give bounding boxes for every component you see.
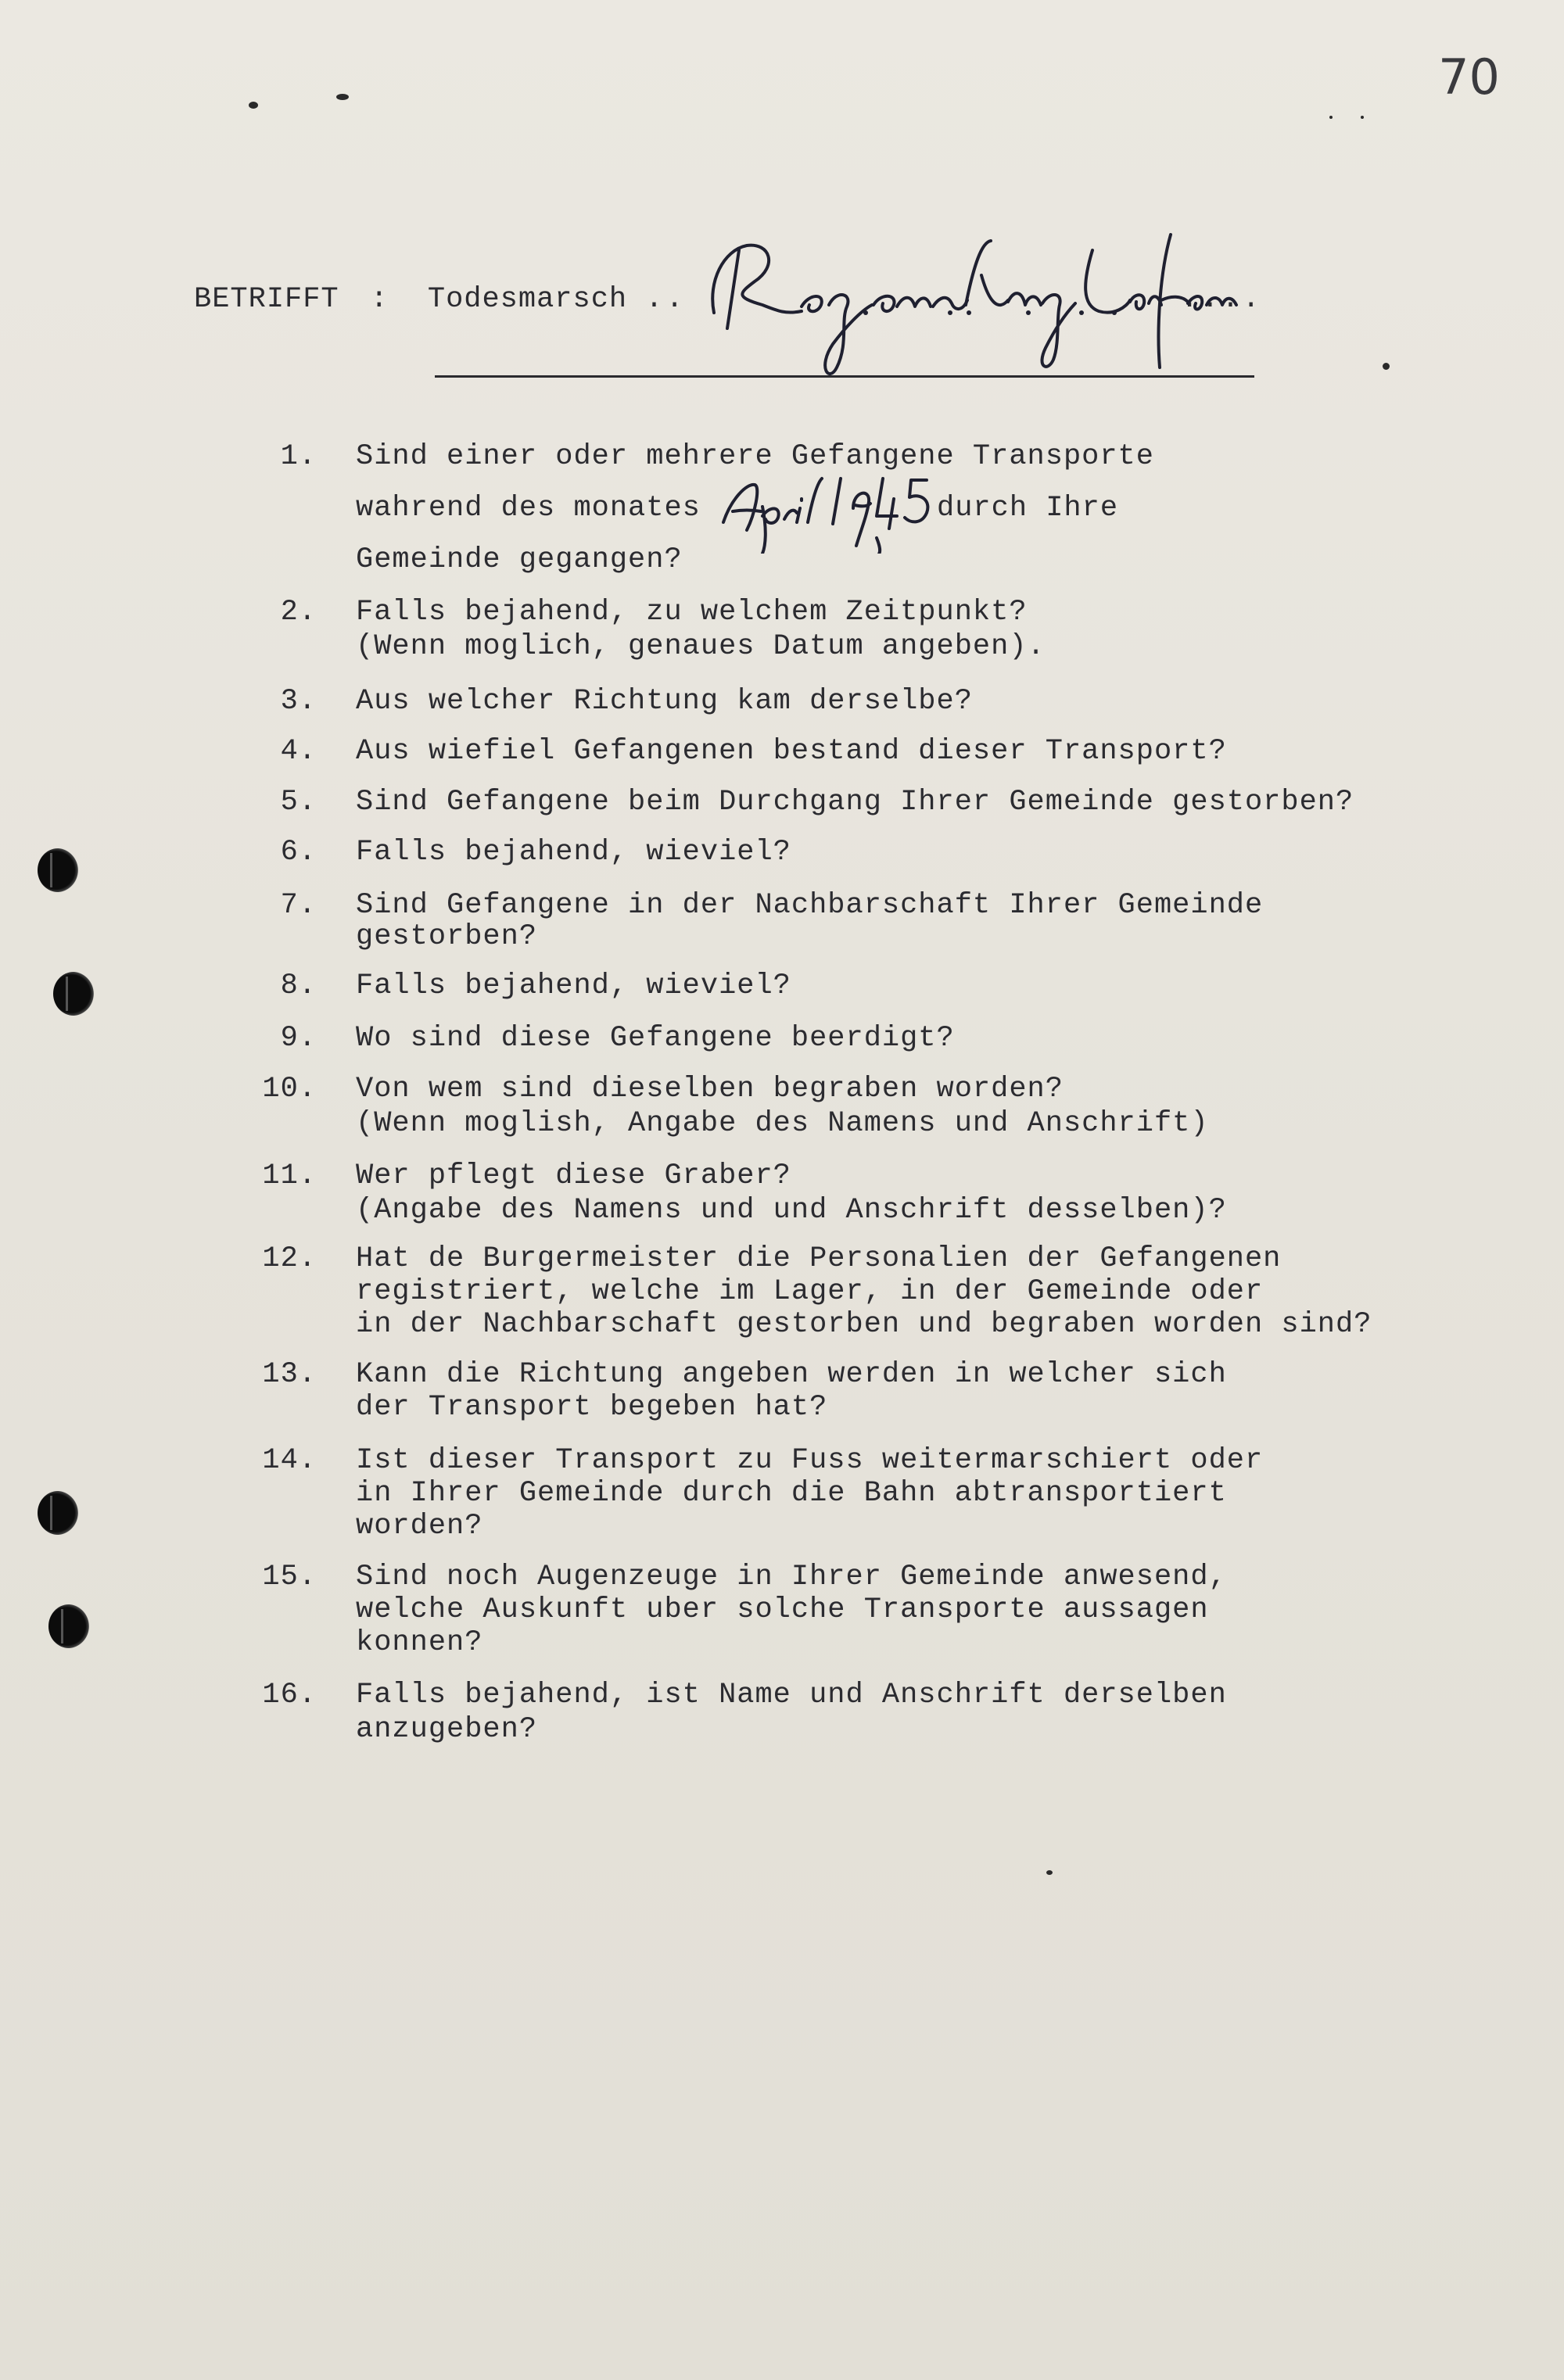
subject-prefix: Todesmarsch <box>427 283 628 316</box>
handwritten-month <box>716 468 942 554</box>
subject-underline <box>435 375 1254 378</box>
question-line: Falls bejahend, zu welchem Zeitpunkt? <box>356 596 1028 629</box>
question-number: 1. <box>280 440 317 473</box>
question-number: 16. <box>262 1679 317 1712</box>
subject-dots-before: .. <box>645 283 687 316</box>
question-line: Sind Gefangene beim Durchgang Ihrer Gemeinde gestorben? <box>356 786 1354 819</box>
question-line: (Wenn moglish, Angabe des Namens und Anschrift) <box>356 1107 1209 1140</box>
ink-speck <box>1046 1870 1053 1875</box>
subject-trailing-dots: .... <box>1181 283 1263 316</box>
question-number: 14. <box>262 1444 317 1477</box>
question-number: 3. <box>280 685 317 718</box>
ink-speck <box>1383 363 1390 370</box>
question-item <box>0 684 1564 719</box>
question-item <box>0 785 1564 819</box>
question-line: Von wem sind dieselben begraben worden? <box>356 1073 1064 1106</box>
question-item <box>0 595 1564 665</box>
question-line: Falls bejahend, wieviel? <box>356 836 791 869</box>
question-line: in der Nachbarschaft gestorben und begraben worden sind? <box>356 1308 1372 1341</box>
question-item <box>0 1242 1564 1343</box>
question-item <box>0 835 1564 869</box>
question-line: anzugeben? <box>356 1713 538 1746</box>
question-line: Hat de Burgermeister die Personalien der Gefangenen <box>356 1242 1282 1275</box>
question-line: konnen? <box>356 1626 483 1659</box>
question-number: 9. <box>280 1022 317 1055</box>
question-item <box>0 1678 1564 1748</box>
question-line: welche Auskunft uber solche Transporte aussagen <box>356 1593 1209 1626</box>
question-number: 15. <box>262 1561 317 1593</box>
question-line: durch Ihre <box>937 492 1119 525</box>
ink-speck <box>1361 116 1364 119</box>
question-number: 4. <box>280 735 317 768</box>
question-item <box>0 1560 1564 1661</box>
question-line: Gemeinde gegangen? <box>356 543 683 576</box>
question-line: registriert, welche im Lager, in der Gemeinde oder <box>356 1275 1264 1308</box>
question-number: 13. <box>262 1358 317 1391</box>
question-line: Falls bejahend, ist Name und Anschrift derselben <box>356 1679 1227 1712</box>
question-number: 12. <box>262 1242 317 1275</box>
question-line: Sind Gefangene in der Nachbarschaft Ihrer Gemeinde <box>356 889 1264 922</box>
question-line: (Angabe des Namens und und Anschrift desselben)? <box>356 1194 1227 1227</box>
question-line: Aus wiefiel Gefangenen bestand dieser Transport? <box>356 735 1227 768</box>
question-number: 2. <box>280 596 317 629</box>
question-number: 10. <box>262 1073 317 1106</box>
question-number: 8. <box>280 970 317 1002</box>
question-line: wahrend des monates <box>356 492 701 525</box>
question-line: gestorben? <box>356 920 538 953</box>
question-line: Sind noch Augenzeuge in Ihrer Gemeinde anwesend, <box>356 1561 1227 1593</box>
question-item <box>0 1443 1564 1545</box>
question-line: Wo sind diese Gefangene beerdigt? <box>356 1022 955 1055</box>
question-line: der Transport begeben hat? <box>356 1391 828 1424</box>
question-number: 11. <box>262 1160 317 1192</box>
question-item <box>0 1159 1564 1229</box>
ink-speck <box>336 94 349 100</box>
question-line: worden? <box>356 1510 483 1543</box>
question-line: Aus welcher Richtung kam derselbe? <box>356 685 973 718</box>
question-line: Falls bejahend, wieviel? <box>356 970 791 1002</box>
question-line: Ist dieser Transport zu Fuss weitermarschiert oder <box>356 1444 1264 1477</box>
question-item <box>0 888 1564 959</box>
question-line: Wer pflegt diese Graber? <box>356 1160 791 1192</box>
question-line: Kann die Richtung angeben werden in welcher sich <box>356 1358 1227 1391</box>
question-item <box>0 1021 1564 1056</box>
question-number: 7. <box>280 889 317 922</box>
subject-label: BETRIFFT <box>194 283 339 316</box>
question-item <box>0 1072 1564 1142</box>
question-line: (Wenn moglich, genaues Datum angeben). <box>356 630 1046 663</box>
handwritten-route-signature <box>692 219 1255 375</box>
question-number: 5. <box>280 786 317 819</box>
question-number: 6. <box>280 836 317 869</box>
question-line: Sind einer oder mehrere Gefangene Transporte <box>356 440 1154 473</box>
ink-speck <box>1329 116 1333 119</box>
question-item <box>0 969 1564 1003</box>
question-item <box>0 1357 1564 1428</box>
page-number: 70 <box>1438 48 1500 106</box>
question-line: in Ihrer Gemeinde durch die Bahn abtransportiert <box>356 1477 1227 1510</box>
subject-line <box>194 283 687 316</box>
question-item <box>0 734 1564 769</box>
ink-speck <box>249 102 258 109</box>
subject-colon: : <box>370 283 389 316</box>
